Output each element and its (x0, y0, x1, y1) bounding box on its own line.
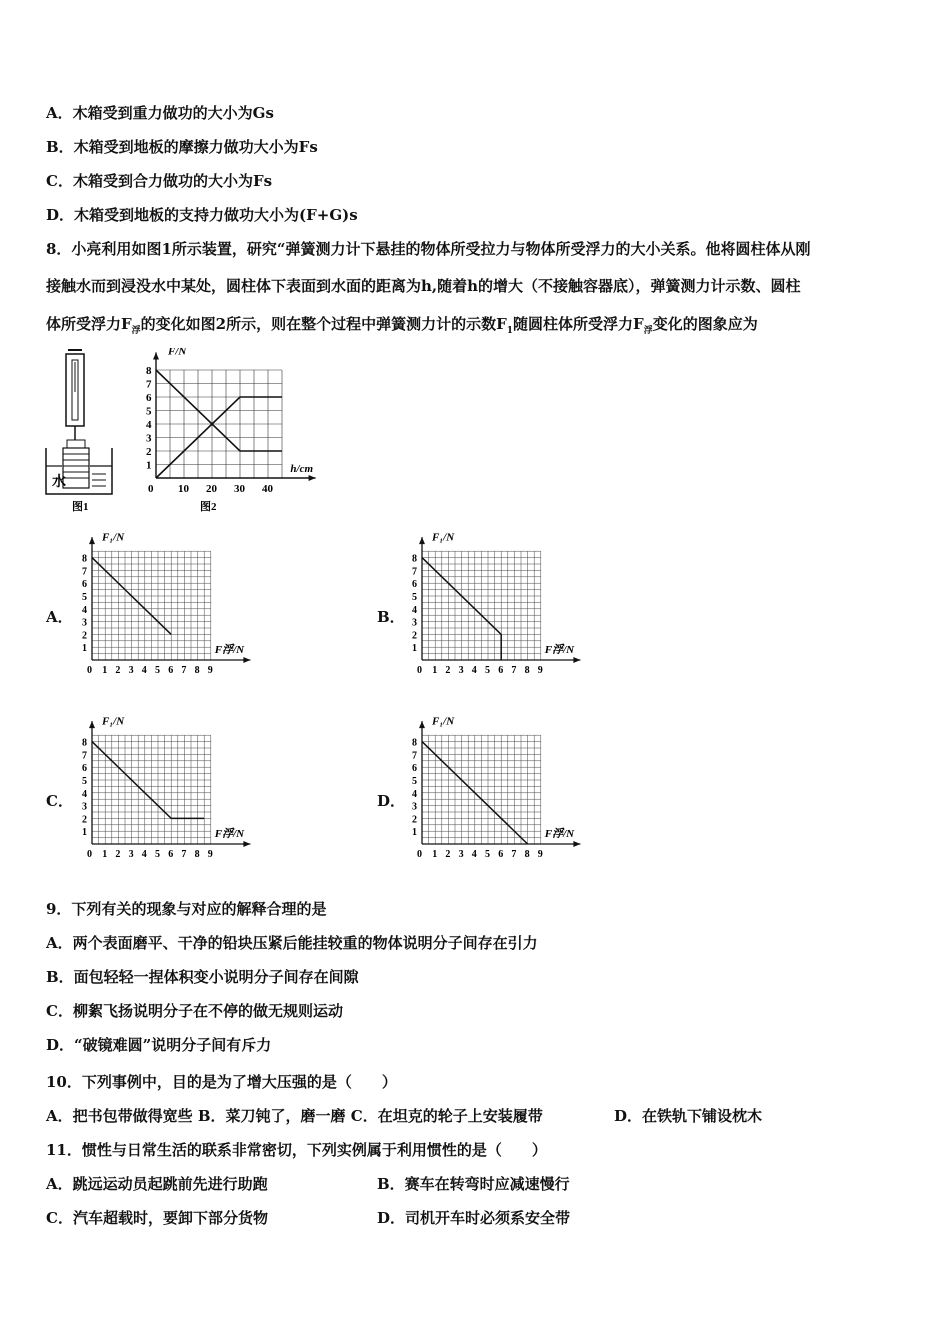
y-axis-label: F/N (168, 348, 187, 358)
y-tick-label: 7 (146, 378, 152, 391)
x-axis-arrow (309, 475, 316, 481)
y-tick-label: 7 (412, 566, 417, 578)
q8-option-d-label: D． (377, 792, 406, 810)
y-axis-label: F₁/N (432, 715, 455, 728)
y-tick-label: 6 (146, 392, 152, 404)
x-tick-label: 4 (471, 849, 477, 860)
q11-option-a: A．跳远运动员起跳前先进行助跑 (46, 1175, 268, 1193)
q8-stem-line1: 8．小亮利用如图1所示装置，研究“弹簧测力计下悬挂的物体所受拉力与物体所受浮力的大小关系。他将圆柱体从刚 (46, 240, 811, 258)
q8-option-c-label: C． (46, 792, 73, 810)
q8-text: 随圆柱体所受浮力F (513, 315, 644, 333)
q8-option-d-chart (402, 712, 592, 862)
q11-option-c: C．汽车超载时，要卸下部分货物 (46, 1209, 268, 1227)
x-tick-label: 2 (115, 665, 121, 676)
x-tick-label: 8 (194, 849, 200, 860)
x-tick-label: 5 (155, 849, 160, 860)
y-tick-label: 2 (412, 630, 417, 642)
q7-option-c: C．木箱受到合力做功的大小为Fs (46, 172, 273, 190)
x-tick-label: 9 (207, 849, 213, 860)
y-tick-label: 1 (146, 459, 152, 472)
x-axis-arrow (243, 657, 250, 663)
q10-stem: 10．下列事例中，目的是为了增大压强的是（ ） (46, 1073, 397, 1091)
figure-1-caption: 图1 (72, 501, 89, 513)
x-tick-label: 7 (511, 849, 517, 860)
figure-2-caption: 图2 (200, 501, 217, 513)
x-tick-label: 3 (128, 849, 134, 860)
q8-option-a-label: A． (46, 608, 73, 626)
q9-stem: 9．下列有关的现象与对应的解释合理的是 (46, 900, 327, 918)
q8-stem-line3 (46, 314, 758, 341)
x-tick-label: 2 (445, 665, 451, 676)
y-tick-label: 4 (412, 788, 417, 800)
x-tick-label: 3 (458, 849, 464, 860)
y-tick-label: 1 (412, 827, 417, 839)
q11-stem: 11．惯性与日常生活的联系非常密切，下列实例属于利用惯性的是（ ） (46, 1141, 547, 1159)
y-tick-label: 2 (82, 814, 87, 826)
x-tick-label: 6 (168, 849, 174, 860)
x-tick-label: 9 (537, 665, 543, 676)
x-axis-arrow (573, 657, 580, 663)
x-tick-label: 30 (234, 483, 245, 495)
q8-text: 的变化如图2所示，则在整个过程中弹簧测力计的示数F (140, 315, 507, 333)
y-tick-label: 2 (82, 630, 87, 642)
x-tick-label: 2 (445, 849, 451, 860)
q9-option-d: D．“破镜难圆”说明分子间有斥力 (46, 1036, 272, 1054)
y-axis-arrow (419, 537, 425, 544)
y-tick-label: 1 (412, 643, 417, 655)
y-tick-label: 4 (146, 419, 152, 431)
y-tick-label: 8 (146, 365, 152, 377)
y-tick-label: 7 (412, 750, 417, 762)
x-tick-label: 2 (115, 849, 121, 860)
x-tick-label: 8 (524, 849, 530, 860)
y-tick-label: 4 (412, 604, 417, 616)
x-tick-label: 0 (417, 665, 422, 676)
y-tick-label: 3 (82, 801, 87, 813)
q9-option-a: A．两个表面磨平、干净的铅块压紧后能挂较重的物体说明分子间存在引力 (46, 934, 538, 952)
y-tick-label: 1 (82, 643, 87, 655)
x-tick-label: 8 (524, 665, 530, 676)
q7-option-b: B．木箱受到地板的摩擦力做功大小为Fs (46, 138, 318, 156)
x-tick-label: 8 (194, 665, 200, 676)
q8-sub: 浮 (643, 326, 653, 336)
y-tick-label: 3 (82, 617, 87, 629)
x-tick-label: 0 (87, 665, 92, 676)
x-axis-label: F浮/N (214, 828, 245, 840)
y-tick-label: 5 (146, 405, 152, 418)
y-tick-label: 3 (412, 801, 417, 813)
y-tick-label: 5 (82, 592, 87, 603)
x-tick-label: 4 (141, 849, 147, 860)
y-tick-label: 8 (412, 553, 417, 565)
x-tick-label: 0 (417, 849, 422, 860)
y-tick-label: 3 (412, 617, 417, 629)
x-tick-label: 6 (498, 665, 504, 676)
q8-sub: 1 (506, 326, 514, 336)
y-axis-label: F₁/N (102, 715, 125, 728)
q11-option-b: B．赛车在转弯时应减速慢行 (377, 1175, 570, 1193)
x-axis-label: h/cm (290, 463, 314, 475)
x-tick-label: 10 (178, 483, 189, 495)
x-tick-label: 6 (498, 849, 504, 860)
figure-1-apparatus (42, 348, 122, 518)
x-tick-label: 7 (181, 849, 187, 860)
x-tick-label: 0 (87, 849, 92, 860)
figure-2-chart (140, 348, 330, 518)
x-tick-label: 1 (102, 849, 108, 860)
y-axis-arrow (419, 721, 425, 728)
y-tick-label: 6 (412, 763, 417, 775)
x-tick-label: 9 (537, 849, 543, 860)
x-axis-label: F浮/N (214, 644, 245, 656)
y-tick-label: 8 (82, 553, 87, 565)
y-tick-label: 2 (412, 814, 417, 826)
q8-option-b-chart (402, 528, 592, 678)
x-axis-arrow (573, 841, 580, 847)
y-tick-label: 1 (82, 827, 87, 839)
x-tick-label: 1 (432, 849, 438, 860)
q8-sub: 浮 (131, 326, 141, 336)
water-label: 水 (52, 475, 66, 490)
y-axis-arrow (153, 352, 159, 359)
y-tick-label: 6 (82, 579, 87, 591)
y-tick-label: 2 (146, 446, 152, 458)
y-tick-label: 3 (146, 432, 152, 445)
y-tick-label: 5 (82, 776, 87, 787)
x-tick-label: 5 (485, 849, 490, 860)
y-tick-label: 8 (412, 737, 417, 749)
y-axis-arrow (89, 537, 95, 544)
q9-option-c: C．柳絮飞扬说明分子在不停的做无规则运动 (46, 1002, 343, 1020)
x-tick-label: 1 (432, 665, 438, 676)
y-axis-label: F₁/N (432, 531, 455, 544)
x-tick-label: 9 (207, 665, 213, 676)
x-tick-label: 5 (155, 665, 160, 676)
y-tick-label: 4 (82, 788, 87, 800)
x-axis-arrow (243, 841, 250, 847)
q8-stem-line2: 接触水而到浸没水中某处，圆柱体下表面到水面的距离为h,随着h的增大（不接触容器底），弹簧测力计示数、圆柱 (46, 277, 801, 295)
x-tick-label: 0 (148, 483, 154, 495)
x-tick-label: 6 (168, 665, 174, 676)
q7-option-a: A．木箱受到重力做功的大小为Gs (46, 104, 274, 122)
q8-option-a-chart (72, 528, 262, 678)
y-tick-label: 7 (82, 750, 87, 762)
q8-option-c-chart (72, 712, 262, 862)
y-tick-label: 6 (412, 579, 417, 591)
q11-option-d: D．司机开车时必须系安全带 (377, 1209, 571, 1227)
y-tick-label: 5 (412, 776, 417, 787)
x-tick-label: 3 (128, 665, 134, 676)
x-tick-label: 4 (471, 665, 477, 676)
y-axis-label: F₁/N (102, 531, 125, 544)
q7-option-d: D．木箱受到地板的支持力做功大小为(F+G)s (46, 206, 358, 224)
x-tick-label: 7 (181, 665, 187, 676)
y-tick-label: 6 (82, 763, 87, 775)
q9-option-b: B．面包轻轻一捏体积变小说明分子间存在间隙 (46, 968, 359, 986)
x-tick-label: 5 (485, 665, 490, 676)
q8-option-b-label: B． (377, 608, 405, 626)
q10-option-d: D．在铁轨下铺设枕木 (614, 1107, 763, 1125)
y-tick-label: 8 (82, 737, 87, 749)
y-tick-label: 5 (412, 592, 417, 603)
q8-text: 变化的图象应为 (652, 315, 758, 333)
x-tick-label: 3 (458, 665, 464, 676)
x-tick-label: 7 (511, 665, 517, 676)
y-axis-arrow (89, 721, 95, 728)
q10-options-abc: A．把书包带做得宽些 B．菜刀钝了，磨一磨 C．在坦克的轮子上安装履带 (46, 1107, 543, 1125)
x-tick-label: 40 (262, 483, 273, 495)
q8-text: 体所受浮力F (46, 315, 132, 333)
x-axis-label: F浮/N (544, 644, 575, 656)
y-tick-label: 4 (82, 604, 87, 616)
x-tick-label: 20 (206, 483, 217, 495)
x-tick-label: 1 (102, 665, 108, 676)
x-axis-label: F浮/N (544, 828, 575, 840)
x-tick-label: 4 (141, 665, 147, 676)
y-tick-label: 7 (82, 566, 87, 578)
